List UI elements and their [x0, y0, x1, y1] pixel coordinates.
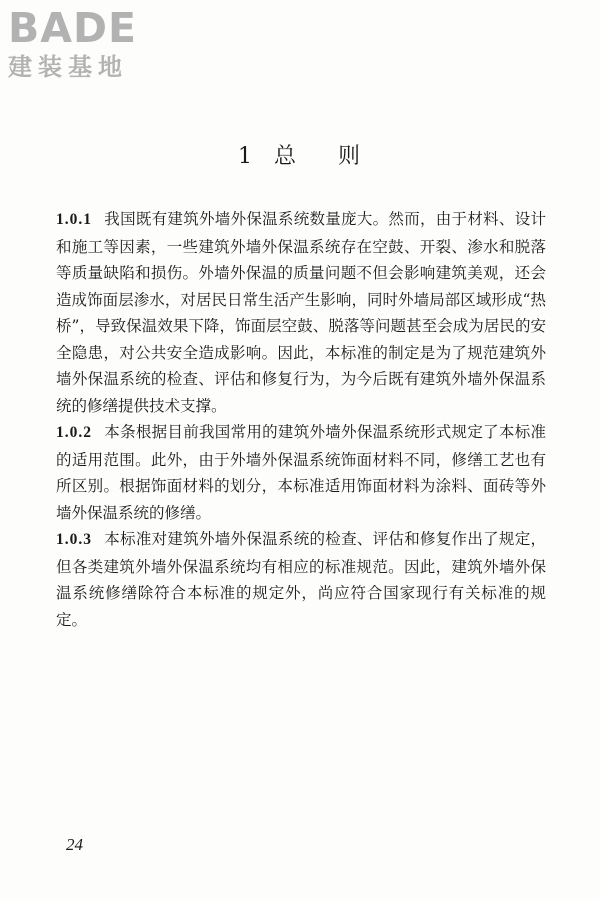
clause-text: 我国既有建筑外墙外保温系统数量庞大。然而，由于材料、设计和施工等因素，一些建筑外墙外保温系统存在空鼓、开裂、渗水和脱落等质量缺陷和损伤。外墙外保温的质量问题不但会影响建筑美观，还会造成饰面层渗水，对居民日常生活产生影响，同时外墙局部区域形成“热桥”，导致保温效果下降，饰面层空鼓、脱落等问题甚至会成为居民的安全隐患，对公共安全造成影响。因此，本标准的制定是为了规范建筑外墙外保温系统的检查、评估和修复行为，为今后既有建筑外墙外保温系统的修缮提供技术支撑。 — [56, 210, 546, 415]
clause-list — [56, 206, 546, 633]
chapter-title-part2: 则 — [338, 144, 363, 169]
clause-text: 本标准对建筑外墙外保温系统的检查、评估和修复作出了规定，但各类建筑外墙外保温系统均有相应的标准规范。因此，建筑外墙外保温系统修缮除符合本标准的规定外，尚应符合国家现行有关标准的规定。 — [56, 530, 546, 629]
clause-1-0-1 — [56, 206, 546, 419]
logo-brand-text: BADE — [8, 4, 138, 52]
chapter-title — [0, 140, 600, 174]
logo-subtitle-text: 建装基地 — [8, 53, 128, 81]
chapter-title-part1: 总 — [273, 144, 298, 169]
chapter-number: 1 — [237, 144, 254, 169]
clause-number: 1.0.2 — [56, 424, 92, 441]
clause-1-0-2 — [56, 419, 546, 526]
clause-number: 1.0.1 — [56, 211, 92, 228]
clause-number: 1.0.3 — [56, 531, 92, 548]
clause-1-0-3 — [56, 526, 546, 633]
clause-text: 本条根据目前我国常用的建筑外墙外保温系统形式规定了本标准的适用范围。此外，由于外墙外保温系统饰面材料不同，修缮工艺也有所区别。根据饰面材料的划分，本标准适用饰面材料为涂料、面砖等外墙外保温系统的修缮。 — [56, 423, 546, 522]
page-number: 24 — [66, 835, 83, 854]
watermark-logo — [8, 6, 173, 82]
